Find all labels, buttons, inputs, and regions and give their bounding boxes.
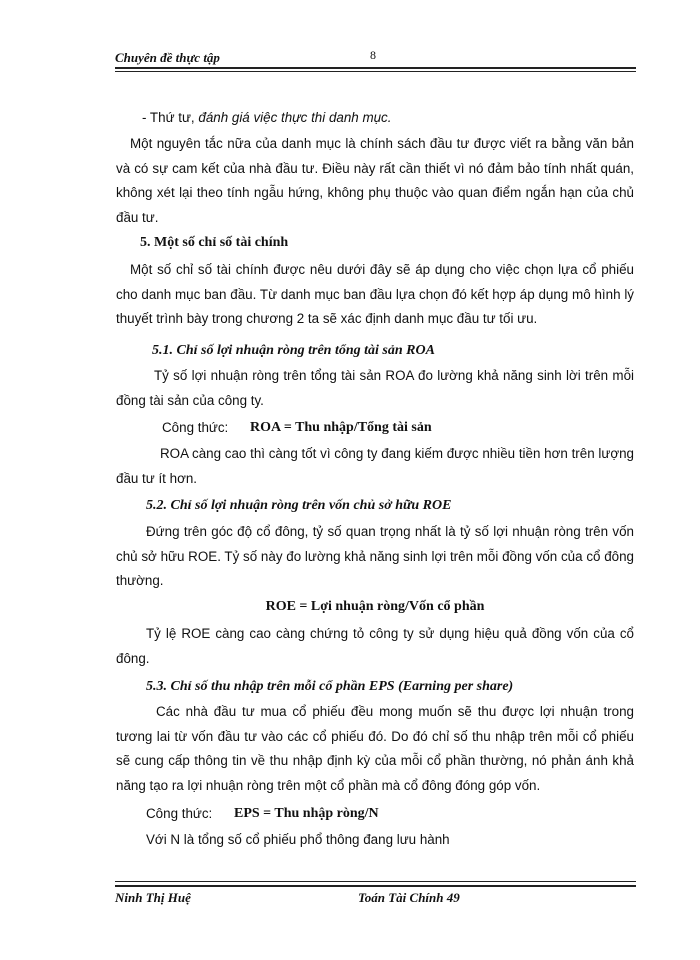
bullet-prefix: - Thứ tư, <box>142 110 199 125</box>
footer-rule-thin <box>115 881 636 882</box>
footer-class: Toán Tài Chính 49 <box>358 890 460 905</box>
formula-label-eps: Công thức: <box>146 806 213 821</box>
paragraph-roa-definition: Tỷ số lợi nhuận ròng trên tổng tài sản ROA đo lường khả năng sinh lời trên mỗi đồng tài sản của công ty. <box>116 368 634 408</box>
formula-label-roa: Công thức: <box>162 420 229 435</box>
paragraph-intro-indicators: Một số chỉ số tài chính được nêu dưới đây sẽ áp dụng cho việc chọn lựa cổ phiếu cho danh mục ban đầu. Từ danh mục ban đầu lựa chọn đó kết hợp áp dụng mô hình lý thuyết trình bày trong chương 2 ta sẽ xác định danh mục đầu tư tối ưu. <box>116 262 634 327</box>
formula-roa: ROA = Thu nhập/Tổng tài sản <box>250 420 432 435</box>
heading-section-5: 5. Một số chỉ số tài chính <box>140 235 289 250</box>
bullet-emphasis: đánh giá việc thực thi danh mục. <box>198 110 392 125</box>
paragraph-eps-definition: Các nhà đầu tư mua cổ phiếu đều mong muốn sẽ thu được lợi nhuận trong tương lai từ vốn đầu tư vào các cổ phiếu đó. Do đó chỉ số thu nhập trên mỗi cổ phiếu sẽ cung cấp thông tin về thu nhập định kỳ của mỗi cổ phần thường, nó phản ánh khả năng tạo ra lợi nhuận ròng trên một cổ phần mà cổ đông đóng góp vốn. <box>116 704 634 793</box>
paragraph-roe-definition: Đứng trên góc độ cổ đông, tỷ số quan trọng nhất là tỷ số lợi nhuận ròng trên vốn chủ sở hữu ROE. Tỷ số này đo lường khả năng sinh lợi trên mỗi đồng vốn của cổ đông thường. <box>116 524 634 589</box>
header-title: Chuyên đề thực tập <box>115 50 220 65</box>
paragraph-eps-note: Với N là tổng số cổ phiếu phổ thông đang lưu hành <box>146 832 450 847</box>
footer-author: Ninh Thị Huệ <box>115 890 191 905</box>
header-rule-thick <box>115 67 636 69</box>
formula-roe: ROE = Lợi nhuận ròng/Vốn cổ phần <box>265 599 485 614</box>
paragraph-roe-note: Tỷ lệ ROE càng cao càng chứng tỏ công ty sử dụng hiệu quả đồng vốn của cổ đông. <box>116 626 634 666</box>
heading-section-5-3: 5.3. Chỉ số thu nhập trên mỗi cổ phần EPS (Earning per share) <box>146 679 514 694</box>
heading-section-5-2: 5.2. Chỉ số lợi nhuận ròng trên vốn chủ sở hữu ROE <box>146 498 452 513</box>
paragraph-principle: Một nguyên tắc nữa của danh mục là chính sách đầu tư được viết ra bằng văn bản và có sự cam kết của nhà đầu tư. Điều này rất cần thiết vì nó đảm bảo tính nhất quán, không xét lại theo tính ngẫu hứng, không phụ thuộc vào quan điểm ngắn hạn của chủ đầu tư. <box>116 136 634 225</box>
heading-section-5-1: 5.1. Chỉ số lợi nhuận ròng trên tổng tài sản ROA <box>152 343 435 358</box>
footer-rule-thick <box>115 885 636 887</box>
paragraph-roa-note: ROA càng cao thì càng tốt vì công ty đang kiếm được nhiều tiền hơn trên lượng đầu tư ít hơn. <box>116 446 634 486</box>
page-header <box>115 44 636 68</box>
bullet-item <box>142 106 622 131</box>
header-rule-thin <box>115 71 636 72</box>
page-number: 8 <box>370 48 376 62</box>
formula-eps: EPS = Thu nhập ròng/N <box>234 806 379 821</box>
